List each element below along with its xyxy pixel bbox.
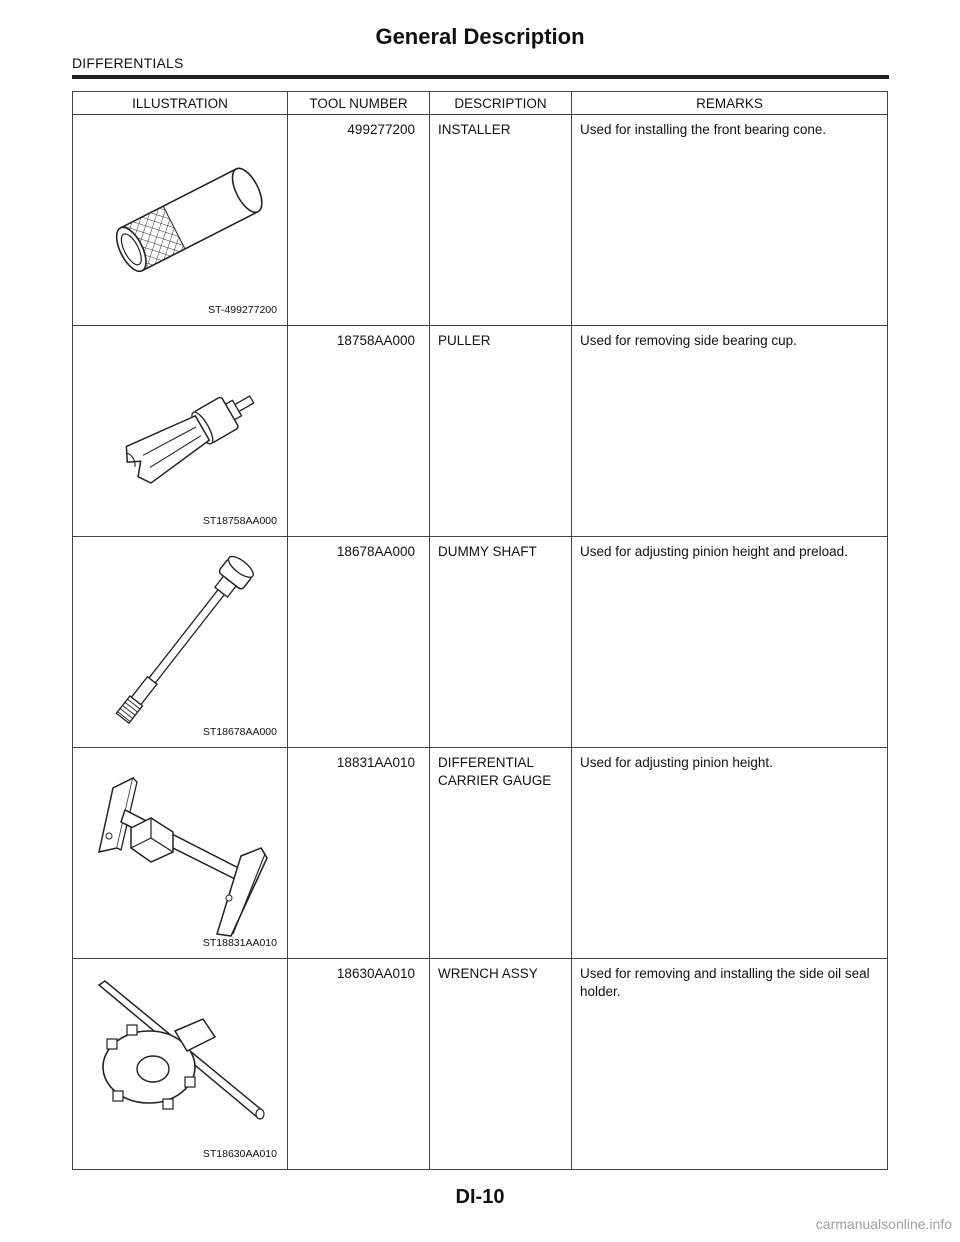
table-row <box>73 748 888 959</box>
table-header-row <box>73 92 888 115</box>
description-cell: WRENCH ASSY <box>430 959 572 1170</box>
tool-number-cell: 18678AA000 <box>288 537 430 748</box>
section-label: DIFFERENTIALS <box>72 55 184 71</box>
table-row <box>73 115 888 326</box>
header-rule <box>72 75 889 79</box>
illustration-code: ST18678AA000 <box>202 726 277 738</box>
description-cell: DUMMY SHAFT <box>430 537 572 748</box>
table-row <box>73 537 888 748</box>
tool-number-cell: 18758AA000 <box>288 326 430 537</box>
description-cell: DIFFERENTIAL CARRIER GAUGE <box>430 748 572 959</box>
illustration-cell <box>73 748 288 959</box>
illustration-cell <box>73 959 288 1170</box>
page-title: General Description <box>375 24 585 49</box>
table-row <box>73 326 888 537</box>
illustration-cell <box>73 537 288 748</box>
dummy-shaft-tool-icon <box>73 537 288 741</box>
column-header-remarks: REMARKS <box>572 92 888 115</box>
column-header-description: DESCRIPTION <box>430 92 572 115</box>
tool-number-cell: 499277200 <box>288 115 430 326</box>
illustration-code: ST18630AA010 <box>202 1148 277 1160</box>
illustration-code: ST-499277200 <box>208 304 277 316</box>
description-cell: INSTALLER <box>430 115 572 326</box>
column-header-illustration: ILLUSTRATION <box>73 92 288 115</box>
tool-number-cell: 18630AA010 <box>288 959 430 1170</box>
illustration-code: ST18831AA010 <box>202 937 277 949</box>
wrench-assy-tool-icon <box>73 959 288 1163</box>
remarks-cell: Used for removing side bearing cup. <box>572 326 888 537</box>
special-tools-table <box>72 91 888 1170</box>
tool-number-cell: 18831AA010 <box>288 748 430 959</box>
remarks-cell: Used for installing the front bearing cone. <box>572 115 888 326</box>
description-cell: PULLER <box>430 326 572 537</box>
remarks-cell: Used for adjusting pinion height. <box>572 748 888 959</box>
watermark: carmanualsonline.info <box>815 1216 952 1232</box>
illustration-cell <box>73 326 288 537</box>
table-row <box>73 959 888 1170</box>
carrier-gauge-tool-icon <box>73 748 288 952</box>
installer-tool-icon <box>73 115 288 319</box>
remarks-cell: Used for adjusting pinion height and preload. <box>572 537 888 748</box>
puller-tool-icon <box>73 326 288 530</box>
illustration-code: ST18758AA000 <box>202 515 277 527</box>
illustration-cell <box>73 115 288 326</box>
remarks-cell: Used for removing and installing the side oil seal holder. <box>572 959 888 1170</box>
page-number: DI-10 <box>455 1186 505 1208</box>
column-header-tool-number: TOOL NUMBER <box>288 92 430 115</box>
